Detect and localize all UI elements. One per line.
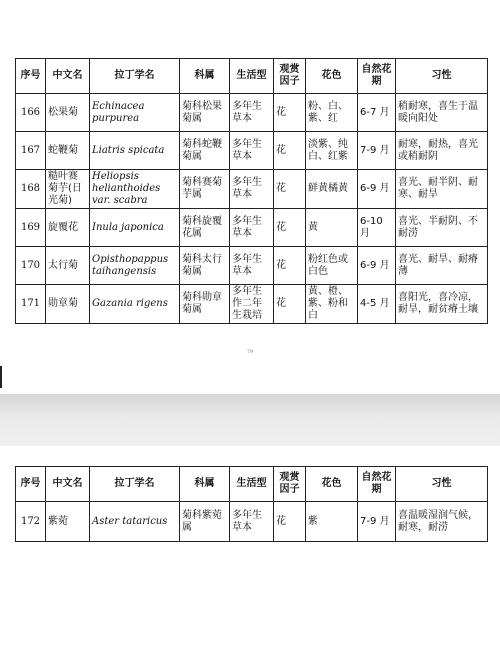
cell-life-form: 多年生草本 — [230, 502, 274, 542]
cell-family-genus: 菊科紫菀属 — [180, 502, 230, 542]
cell-chinese-name: 蛇鞭菊 — [46, 132, 90, 170]
header-flower-color: 花色 — [306, 59, 358, 94]
cell-habit: 喜光、耐旱、耐瘠薄 — [396, 247, 488, 285]
cell-habit: 耐寒，耐热，喜光或稍耐阴 — [396, 132, 488, 170]
table-row — [16, 170, 488, 209]
table-row — [16, 132, 488, 170]
cell-habit: 喜光、耐半阴、耐寒、耐旱 — [396, 170, 488, 209]
cell-latin-name: Inula japonica — [90, 209, 180, 247]
cell-no: 170 — [16, 247, 46, 285]
page-number: 79 — [246, 349, 254, 355]
table-row — [16, 94, 488, 132]
cell-ornamental-factor: 花 — [274, 170, 306, 209]
cell-latin-name: Gazania rigens — [90, 285, 180, 324]
cell-latin-name: Aster tataricus — [90, 502, 180, 542]
cell-chinese-name: 松果菊 — [46, 94, 90, 132]
cell-habit: 稍耐寒，喜生于温暖向阳处 — [396, 94, 488, 132]
header-latin-name: 拉丁学名 — [90, 59, 180, 94]
cell-bloom-period: 6-10 月 — [358, 209, 396, 247]
plant-table-2 — [15, 466, 488, 542]
header-bloom-period: 自然花期 — [358, 59, 396, 94]
cell-latin-name: Heliopsis helianthoides var. scabra — [90, 170, 180, 209]
cell-flower-color: 淡紫、纯白、红紫 — [306, 132, 358, 170]
cell-latin-name: Liatris spicata — [90, 132, 180, 170]
cell-bloom-period: 7-9 月 — [358, 132, 396, 170]
cell-chinese-name: 糙叶赛菊芋(日光菊) — [46, 170, 90, 209]
cell-no: 168 — [16, 170, 46, 209]
cell-family-genus: 菊科赛菊芋属 — [180, 170, 230, 209]
header-flower-color: 花色 — [306, 467, 358, 502]
cell-bloom-period: 6-9 月 — [358, 247, 396, 285]
header-no: 序号 — [16, 59, 46, 94]
cell-life-form: 多年生草本 — [230, 94, 274, 132]
header-family-genus: 科属 — [180, 59, 230, 94]
header-ornamental-factor: 观赏因子 — [274, 467, 306, 502]
table-header-row — [16, 467, 488, 502]
cell-chinese-name: 旋覆花 — [46, 209, 90, 247]
header-habit: 习性 — [396, 467, 488, 502]
cell-flower-color: 粉、白、紫、红 — [306, 94, 358, 132]
header-latin-name: 拉丁学名 — [90, 467, 180, 502]
cell-no: 172 — [16, 502, 46, 542]
cell-family-genus: 菊科松果菊属 — [180, 94, 230, 132]
cell-habit: 喜光、半耐阴、不耐涝 — [396, 209, 488, 247]
header-ornamental-factor: 观赏因子 — [274, 59, 306, 94]
page-edge-mark — [0, 366, 2, 388]
cell-chinese-name: 勋章菊 — [46, 285, 90, 324]
cell-family-genus: 菊科旋覆花属 — [180, 209, 230, 247]
cell-chinese-name: 太行菊 — [46, 247, 90, 285]
cell-ornamental-factor: 花 — [274, 247, 306, 285]
cell-ornamental-factor: 花 — [274, 94, 306, 132]
table-row — [16, 209, 488, 247]
cell-bloom-period: 4-5 月 — [358, 285, 396, 324]
cell-flower-color: 黄 — [306, 209, 358, 247]
cell-latin-name: Echinacea purpurea — [90, 94, 180, 132]
cell-habit: 喜阳光，喜冷凉，耐旱，耐贫瘠土壤 — [396, 285, 488, 324]
cell-life-form: 多年生作二年生栽培 — [230, 285, 274, 324]
cell-habit: 喜温暖湿润气候，耐寒，耐涝 — [396, 502, 488, 542]
cell-flower-color: 黄、橙、紫、粉和白 — [306, 285, 358, 324]
plant-table-1 — [15, 58, 488, 324]
cell-ornamental-factor: 花 — [274, 502, 306, 542]
cell-chinese-name: 紫菀 — [46, 502, 90, 542]
cell-life-form: 多年生草本 — [230, 170, 274, 209]
cell-bloom-period: 6-7 月 — [358, 94, 396, 132]
cell-no: 171 — [16, 285, 46, 324]
cell-bloom-period: 7-9 月 — [358, 502, 396, 542]
header-chinese-name: 中文名 — [46, 59, 90, 94]
cell-flower-color: 鲜黄橘黄 — [306, 170, 358, 209]
cell-no: 169 — [16, 209, 46, 247]
cell-ornamental-factor: 花 — [274, 209, 306, 247]
header-family-genus: 科属 — [180, 467, 230, 502]
cell-no: 166 — [16, 94, 46, 132]
cell-ornamental-factor: 花 — [274, 285, 306, 324]
cell-family-genus: 菊科太行菊属 — [180, 247, 230, 285]
cell-family-genus: 菊科勋章菊属 — [180, 285, 230, 324]
cell-life-form: 多年生草本 — [230, 209, 274, 247]
page-separator — [0, 394, 500, 446]
cell-latin-name: Opisthopappus taihangensis — [90, 247, 180, 285]
cell-flower-color: 紫 — [306, 502, 358, 542]
header-chinese-name: 中文名 — [46, 467, 90, 502]
header-no: 序号 — [16, 467, 46, 502]
cell-flower-color: 粉红色或白色 — [306, 247, 358, 285]
header-habit: 习性 — [396, 59, 488, 94]
cell-life-form: 多年生草本 — [230, 132, 274, 170]
header-bloom-period: 自然花期 — [358, 467, 396, 502]
cell-family-genus: 菊科蛇鞭菊属 — [180, 132, 230, 170]
cell-ornamental-factor: 花 — [274, 132, 306, 170]
cell-life-form: 多年生草本 — [230, 247, 274, 285]
table-row — [16, 502, 488, 542]
cell-no: 167 — [16, 132, 46, 170]
header-life-form: 生活型 — [230, 467, 274, 502]
table-row — [16, 247, 488, 285]
table-row — [16, 285, 488, 324]
header-life-form: 生活型 — [230, 59, 274, 94]
cell-bloom-period: 6-9 月 — [358, 170, 396, 209]
table-header-row — [16, 59, 488, 94]
